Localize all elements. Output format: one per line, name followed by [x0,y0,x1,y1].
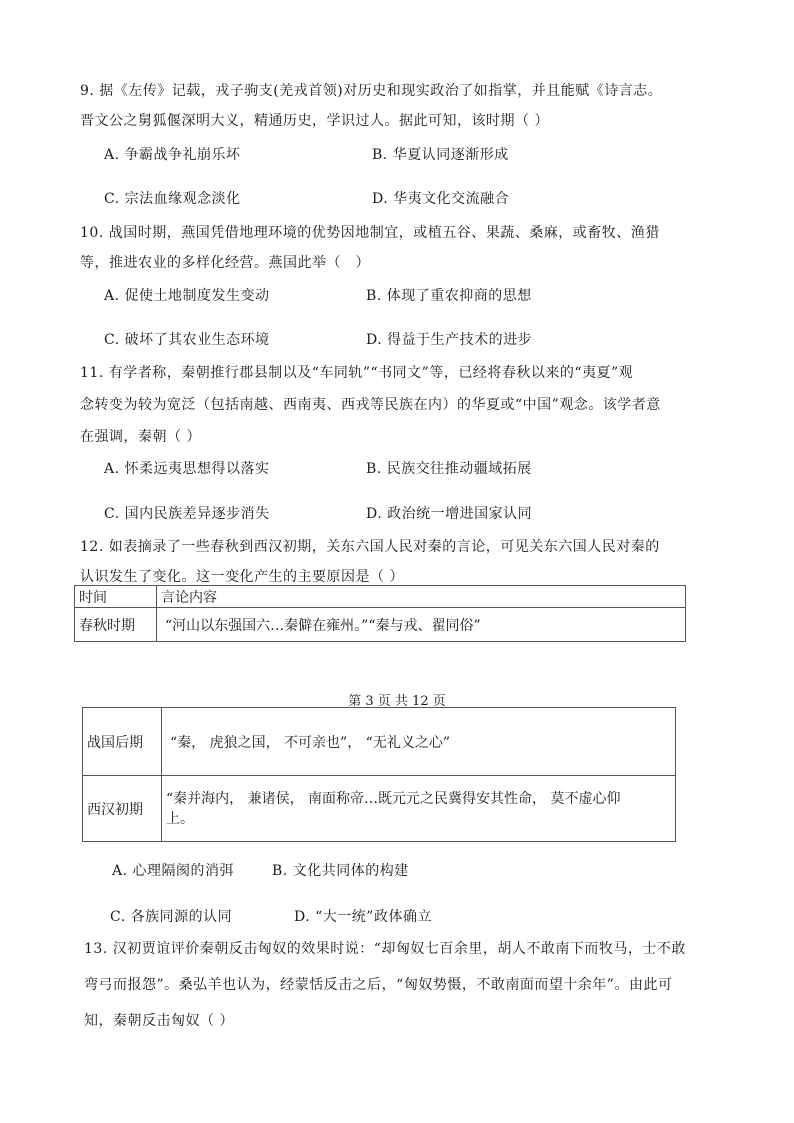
q9-line-1: 9. 据《左传》记载，戎子驹支(羌戎首领)对历史和现实政治了如指掌，并且能赋《诗言志。 [80,83,663,99]
q11-option-b: B. 民族交往推动疆域拓展 [366,461,532,477]
table-cell-period: 春秋时期 [75,608,157,642]
q12-line-1: 12. 如表摘录了一些春秋到西汉初期，关东六国人民对秦的言论，可见关东六国人民对秦的 [80,539,660,555]
statement-line-2: 上。 [166,810,194,827]
q10-option-d: D. 得益于生产技术的进步 [366,332,533,348]
table-row [75,608,686,642]
q9-option-c: C. 宗法血缘观念淡化 [104,191,241,207]
table-cell-period: 战国后期 [83,708,162,776]
page-footer: 第 3 页 共 12 页 [348,694,446,709]
statement-line-1: “秦并海内， 兼诸侯， 南面称帝…既元元之民冀得安其性命， 莫不虚心仰 [166,790,621,807]
table-header-time: 时间 [75,586,157,608]
q12-table-part2 [82,707,676,842]
q11-line-2: 念转变为较为宽泛（包括南越、西南夷、西戎等民族在内）的华夏或“中国”观念。该学者意 [80,397,661,413]
table-cell-statement [162,776,676,842]
q11-line-1: 11. 有学者称，秦朝推行郡县制以及“车同轨”“书同文”等，已经将春秋以来的“夷夏”观 [80,365,634,381]
q12-option-d: D. “大一统”政体确立 [294,909,432,925]
q12-line-2: 认识发生了变化。这一变化产生的主要原因是（ ） [80,569,404,585]
table-header-content: 言论内容 [157,586,686,608]
table-cell-period: 西汉初期 [83,776,162,842]
q13-line-3: 知，秦朝反击匈奴（ ） [84,1013,234,1029]
table-row [83,776,676,842]
q9-option-a: A. 争霸战争礼崩乐坏 [104,147,241,163]
q10-option-b: B. 体现了重农抑商的思想 [366,288,532,304]
q10-option-a: A. 促使土地制度发生变动 [104,288,270,304]
q12-option-c: C. 各族同源的认同 [110,909,233,925]
q11-line-3: 在强调，秦朝（ ） [80,429,201,445]
q12-table-part1 [74,585,686,642]
q13-line-1: 13. 汉初贾谊评价秦朝反击匈奴的效果时说：“却匈奴七百余里，胡人不敢南下而牧马，士不敢 [84,941,686,957]
q10-option-c: C. 破坏了其农业生态环境 [104,332,270,348]
q10-line-1: 10. 战国时期，燕国凭借地理环境的优势因地制宜，或植五谷、果蔬、桑麻，或畜牧、渔猎 [80,225,660,241]
table-cell-statement: “河山以东强国六…秦僻在雍州。”“秦与戎、翟同俗” [157,608,686,642]
table-row [83,708,676,776]
q12-option-b: B. 文化共同体的构建 [272,863,409,879]
q11-option-a: A. 怀柔远夷思想得以落实 [104,461,270,477]
q11-option-d: D. 政治统一增进国家认同 [366,506,533,522]
q12-option-a: A. 心理隔阂的消弭 [112,863,235,879]
q11-option-c: C. 国内民族差异逐步消失 [104,506,270,522]
q9-line-2: 晋文公之舅狐偃深明大义，精通历史，学识过人。据此可知，该时期（ ） [80,113,549,129]
table-cell-statement: “秦， 虎狼之国， 不可亲也”， “无礼义之心” [162,708,676,776]
q13-line-2: 弯弓而报怨”。桑弘羊也认为，经蒙恬反击之后，“匈奴势慑，不敢南面而望十余年”。由此可 [84,977,673,993]
q9-option-d: D. 华夷文化交流融合 [372,191,510,207]
q10-line-2: 等，推进农业的多样化经营。燕国此举（ ） [80,255,370,271]
q9-option-b: B. 华夏认同逐渐形成 [372,147,509,163]
